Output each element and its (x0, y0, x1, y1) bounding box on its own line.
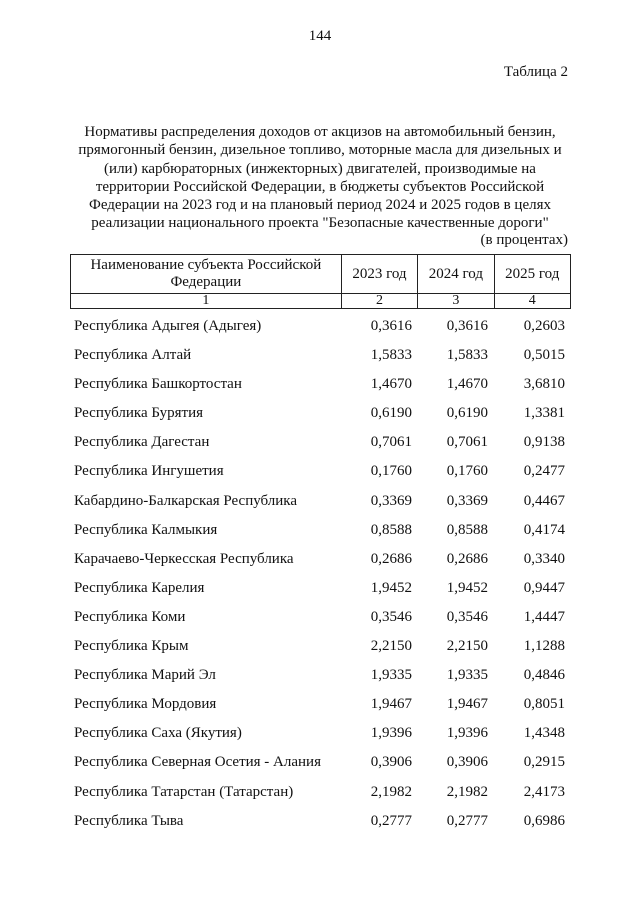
value-2023: 0,8588 (370, 521, 412, 538)
value-2024: 1,9335 (446, 667, 488, 684)
table-body (70, 316, 571, 840)
table-row (70, 461, 571, 490)
table-row (70, 782, 571, 811)
value-2024: 1,5833 (446, 347, 488, 364)
units-note: (в процентах) (480, 232, 568, 248)
value-2025: 0,4174 (523, 521, 565, 538)
header-year-2025: 2025 год (494, 255, 570, 294)
value-2024: 1,9467 (446, 696, 488, 713)
value-2025: 0,2915 (523, 754, 565, 771)
value-2023: 0,3546 (370, 608, 412, 625)
page-number: 144 (308, 28, 332, 44)
title-line: территории Российской Федерации, в бюджеты субъектов Российской (95, 178, 545, 195)
value-2025: 0,6986 (523, 812, 565, 829)
column-number: 2 (341, 294, 417, 309)
document-title (70, 123, 570, 233)
value-2025: 1,1288 (523, 638, 565, 655)
table-row (70, 432, 571, 461)
value-2025: 1,3381 (523, 405, 565, 422)
value-2025: 0,9138 (523, 434, 565, 451)
value-2023: 1,4670 (370, 376, 412, 393)
subject-name: Республика Бурятия (74, 405, 204, 422)
value-2023: 0,1760 (370, 463, 412, 480)
subject-name: Карачаево-Черкесская Республика (74, 550, 294, 567)
title-line: прямогонный бензин, дизельное топливо, моторные масла для дизельных и (78, 142, 562, 159)
value-2023: 1,9396 (370, 725, 412, 742)
table-row (70, 520, 571, 549)
table-row (70, 578, 571, 607)
value-2023: 2,2150 (370, 638, 412, 655)
value-2025: 0,8051 (523, 696, 565, 713)
value-2023: 0,3369 (370, 492, 412, 509)
subject-name: Республика Мордовия (74, 696, 217, 713)
value-2023: 0,3906 (370, 754, 412, 771)
column-number-row (71, 294, 571, 309)
title-line: (или) карбюраторных (инжекторных) двигателей, производимые на (104, 160, 536, 177)
subject-name: Республика Татарстан (Татарстан) (74, 783, 294, 800)
value-2025: 0,4846 (523, 667, 565, 684)
table-row (70, 491, 571, 520)
value-2025: 0,5015 (523, 347, 565, 364)
value-2025: 2,4173 (523, 783, 565, 800)
value-2024: 0,2686 (446, 550, 488, 567)
value-2024: 0,3546 (446, 608, 488, 625)
table-row (70, 374, 571, 403)
table-header (70, 254, 571, 309)
table-row (70, 694, 571, 723)
value-2024: 1,9452 (446, 579, 488, 596)
subject-name: Республика Тыва (74, 812, 184, 829)
subject-name: Республика Дагестан (74, 434, 210, 451)
value-2025: 1,4348 (523, 725, 565, 742)
subject-name: Республика Алтай (74, 347, 192, 364)
value-2023: 1,9452 (370, 579, 412, 596)
value-2024: 0,8588 (446, 521, 488, 538)
value-2024: 2,1982 (446, 783, 488, 800)
value-2023: 1,5833 (370, 347, 412, 364)
value-2025: 0,9447 (523, 579, 565, 596)
title-line: Федерации на 2023 год и на плановый период 2024 и 2025 годов в целях (88, 197, 551, 214)
value-2025: 3,6810 (523, 376, 565, 393)
value-2023: 1,9335 (370, 667, 412, 684)
subject-name: Республика Карелия (74, 579, 205, 596)
subject-name: Республика Адыгея (Адыгея) (74, 318, 262, 334)
value-2024: 0,3906 (446, 754, 488, 771)
subject-name: Республика Коми (74, 608, 186, 625)
table-row (70, 345, 571, 374)
value-2024: 0,3616 (446, 318, 488, 334)
table-row (70, 752, 571, 781)
table-label: Таблица 2 (503, 64, 568, 80)
value-2023: 0,2777 (370, 812, 412, 829)
table-row (70, 316, 571, 345)
subject-name: Республика Башкортостан (74, 376, 242, 393)
title-line: реализации национального проекта "Безопасные качественные дороги" (91, 215, 549, 232)
table-row (70, 636, 571, 665)
value-2024: 0,2777 (446, 812, 488, 829)
header-subject-name: Наименование субъекта Российской Федерации (71, 255, 342, 294)
value-2024: 2,2150 (446, 638, 488, 655)
table-row (70, 723, 571, 752)
table-row (70, 811, 571, 840)
subject-name: Республика Крым (74, 638, 189, 655)
value-2025: 0,4467 (523, 492, 565, 509)
subject-name: Республика Калмыкия (74, 521, 218, 538)
subject-name: Республика Ингушетия (74, 463, 224, 480)
value-2023: 0,2686 (370, 550, 412, 567)
value-2025: 0,2477 (523, 463, 565, 480)
value-2025: 0,3340 (523, 550, 565, 567)
value-2024: 0,7061 (446, 434, 488, 451)
table-row (70, 607, 571, 636)
title-line: Нормативы распределения доходов от акцизов на автомобильный бензин, (84, 124, 556, 140)
table-row (70, 665, 571, 694)
subject-name: Республика Саха (Якутия) (74, 725, 242, 742)
value-2024: 0,1760 (446, 463, 488, 480)
table-row (70, 549, 571, 578)
value-2025: 1,4447 (523, 608, 565, 625)
subject-name: Республика Северная Осетия - Алания (74, 754, 321, 771)
value-2023: 0,3616 (370, 318, 412, 334)
table-row (70, 403, 571, 432)
column-number: 3 (418, 294, 494, 309)
subject-name: Кабардино-Балкарская Республика (74, 492, 298, 509)
header-year-2024: 2024 год (418, 255, 494, 294)
value-2023: 0,7061 (370, 434, 412, 451)
value-2024: 1,4670 (446, 376, 488, 393)
value-2024: 1,9396 (446, 725, 488, 742)
value-2023: 2,1982 (370, 783, 412, 800)
value-2023: 0,6190 (370, 405, 412, 422)
column-number: 1 (71, 294, 342, 309)
header-row (71, 255, 571, 294)
value-2023: 1,9467 (370, 696, 412, 713)
column-number: 4 (494, 294, 570, 309)
header-year-2023: 2023 год (341, 255, 417, 294)
value-2024: 0,6190 (446, 405, 488, 422)
value-2025: 0,2603 (523, 318, 565, 334)
subject-name: Республика Марий Эл (74, 667, 216, 684)
value-2024: 0,3369 (446, 492, 488, 509)
